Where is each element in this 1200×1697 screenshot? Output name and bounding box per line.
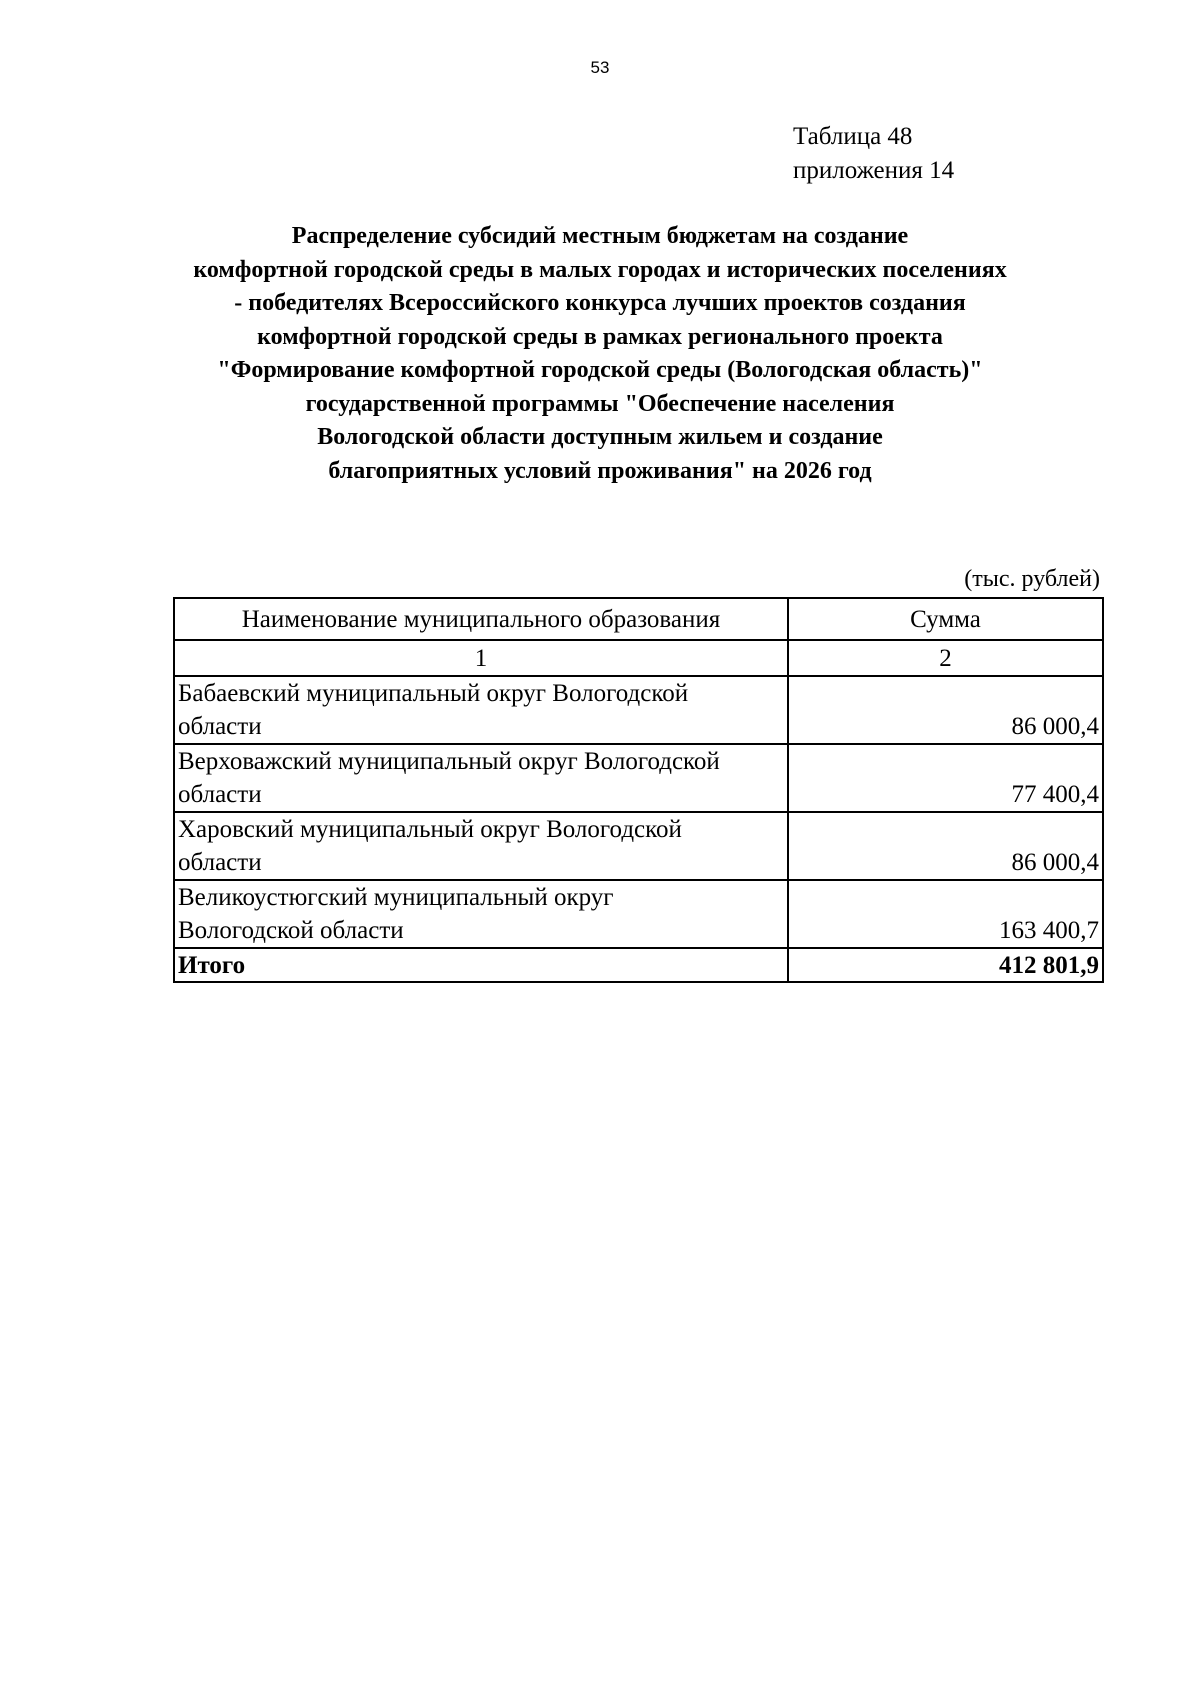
- municipality-name: [174, 676, 788, 744]
- subsidy-table: [173, 597, 1104, 983]
- municipality-name: [174, 880, 788, 948]
- units-label: (тыс. рублей): [964, 566, 1100, 592]
- subsidy-amount: 86 000,4: [788, 676, 1103, 744]
- municipality-name-line: области: [178, 781, 262, 808]
- subsidy-amount: 77 400,4: [788, 744, 1103, 812]
- title-line: - победителях Всероссийского конкурса лучших проектов создания: [234, 290, 966, 316]
- municipality-name: [174, 744, 788, 812]
- title-line: государственной программы "Обеспечение населения: [305, 390, 895, 417]
- table-reference: [793, 120, 954, 188]
- title-line: Вологодской области доступным жильем и создание: [317, 424, 883, 450]
- total-row: [174, 948, 1103, 982]
- table-row: [174, 744, 1103, 812]
- subsidy-amount: 163 400,7: [788, 880, 1103, 948]
- document-title: [140, 220, 1060, 488]
- municipality-name-line: Великоустюгский муниципальный округ: [178, 884, 614, 911]
- header-municipality: Наименование муниципального образования: [174, 598, 788, 640]
- appendix-number: приложения 14: [793, 157, 955, 184]
- table-header-row: [174, 598, 1103, 640]
- municipality-name-line: Харовский муниципальный округ Вологодской: [178, 816, 682, 843]
- municipality-name: [174, 812, 788, 880]
- municipality-name-line: области: [178, 849, 262, 876]
- municipality-name-line: Бабаевский муниципальный округ Вологодской: [178, 680, 689, 707]
- title-line: Распределение субсидий местным бюджетам на создание: [291, 223, 909, 249]
- page-number: 53: [590, 58, 610, 77]
- municipality-name-line: Верховажский муниципальный округ Вологодской: [178, 748, 720, 775]
- title-line: благоприятных условий проживания" на 2026 год: [328, 457, 872, 484]
- table-row: [174, 880, 1103, 948]
- title-line: комфортной городской среды в малых городах и исторических поселениях: [193, 256, 1007, 283]
- title-line: комфортной городской среды в рамках регионального проекта: [257, 323, 943, 350]
- subsidy-amount: 86 000,4: [788, 812, 1103, 880]
- total-amount: 412 801,9: [788, 948, 1103, 982]
- table-number: Таблица 48: [793, 123, 913, 150]
- table-row: [174, 812, 1103, 880]
- title-line: "Формирование комфортной городской среды (Вологодская область)": [217, 357, 983, 383]
- column-number-1: 1: [174, 640, 788, 676]
- municipality-name-line: Вологодской области: [178, 917, 404, 944]
- total-label: Итого: [174, 948, 788, 982]
- column-number-2: 2: [788, 640, 1103, 676]
- table-row: [174, 676, 1103, 744]
- header-amount: Сумма: [788, 598, 1103, 640]
- municipality-name-line: области: [178, 713, 262, 740]
- column-number-row: [174, 640, 1103, 676]
